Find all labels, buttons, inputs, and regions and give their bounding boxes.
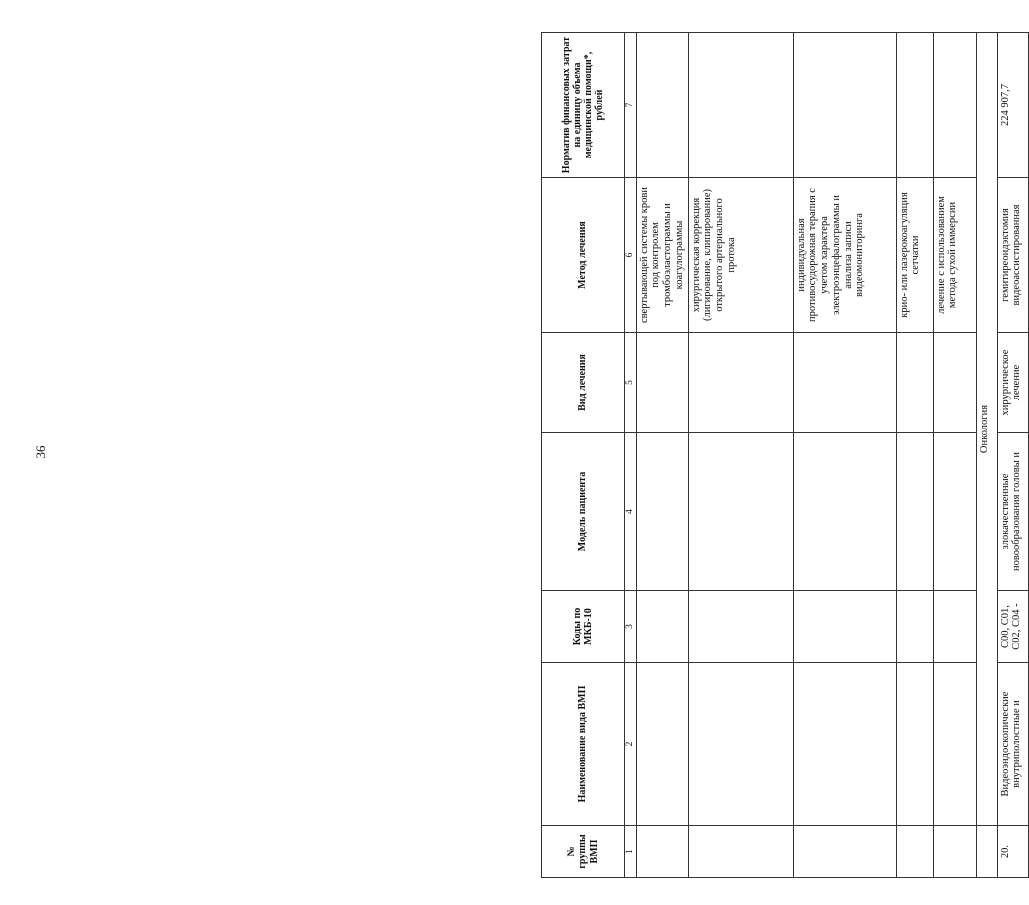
header-codes: Коды по МКБ-10 xyxy=(542,591,625,663)
column-number: 1 xyxy=(625,826,637,878)
header-type: Вид лечения xyxy=(542,333,625,433)
header-method: Метод лечения xyxy=(542,178,625,333)
header-name: Наименование вида ВМП xyxy=(542,663,625,826)
header-cost: Норматив финансовых затрат на единицу объема медицинской помощи*, рублей xyxy=(542,33,625,178)
treatment-method: гемитиреоидэктомия видеоассистированная xyxy=(997,178,1028,333)
table-row xyxy=(636,33,688,878)
column-number: 6 xyxy=(625,178,637,333)
page-number: 36 xyxy=(33,445,48,459)
header-row xyxy=(542,33,625,878)
vmp-name: Видеоэндоскопические внутриполостные и xyxy=(997,663,1028,826)
table-row xyxy=(688,33,793,878)
table-row xyxy=(793,33,896,878)
column-number: 3 xyxy=(625,591,637,663)
table-row xyxy=(933,33,976,878)
method-cell: крио- или лазерокоагуляция сетчатки xyxy=(896,178,933,333)
patient-model: злокачественные новообразования головы и xyxy=(997,433,1028,591)
header-model: Модель пациента xyxy=(542,433,625,591)
column-number-row xyxy=(625,33,637,878)
method-cell: свертывающей системы крови под контролем тромбоэластограммы и коагулограммы xyxy=(636,178,688,333)
vmp-table-container xyxy=(541,33,1026,878)
column-number: 5 xyxy=(625,333,637,433)
method-cell: индивидуальная противосудорожная терапия с учетом характера электроэнцефалограммы и анализа записи видеомониторинга xyxy=(793,178,896,333)
method-cell: лечение с использованием метода сухой иммерсии xyxy=(933,178,976,333)
table-row xyxy=(896,33,933,878)
treatment-type: хирургическое лечение xyxy=(997,333,1028,433)
section-title: Онкология xyxy=(976,33,997,826)
icd-codes: C00, C01, C02, C04 - xyxy=(997,591,1028,663)
column-number: 2 xyxy=(625,663,637,826)
group-number: 20. xyxy=(997,826,1028,878)
section-row xyxy=(976,33,997,878)
method-cell: хирургическая коррекция (лигирование, клипирование) открытого артериального протока xyxy=(688,178,793,333)
table-row xyxy=(997,33,1028,878)
column-number: 4 xyxy=(625,433,637,591)
cost-value: 224 907,7 xyxy=(997,33,1028,178)
column-number: 7 xyxy=(625,33,637,178)
vmp-table xyxy=(541,32,1029,878)
header-group: № группы ВМП xyxy=(542,826,625,878)
